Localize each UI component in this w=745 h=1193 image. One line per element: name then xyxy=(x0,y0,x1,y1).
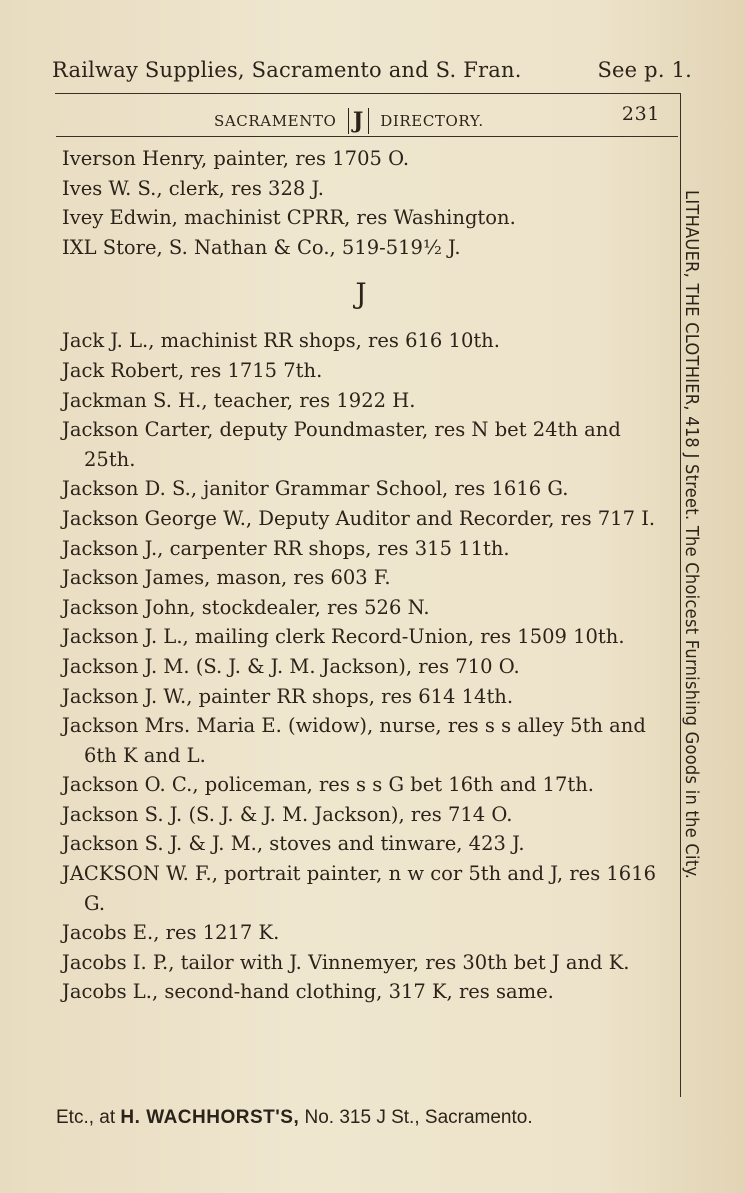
top-ad-page-reference: See p. 1. xyxy=(597,58,692,82)
list-item: IXL Store, S. Nathan & Co., 519-519½ J. xyxy=(62,235,461,259)
list-item: Jackson J. M. (S. J. & J. M. Jackson), res 710 O. xyxy=(62,654,520,678)
list-item: Jackson Carter, deputy Poundmaster, res N bet 24th and 25th. xyxy=(62,418,621,471)
list-item: Jackson James, mason, res 603 F. xyxy=(62,566,391,590)
list-item: Iverson Henry, painter, res 1705 O. xyxy=(62,147,410,170)
list-item: Jackson J. L., mailing clerk Record-Union, res 1509 10th. xyxy=(62,625,625,649)
side-ad-text: LITHAUER, THE CLOTHIER, 418 J Street. The Choicest Furnishing Goods in the City. xyxy=(681,190,702,880)
list-item: Jackman S. H., teacher, res 1922 H. xyxy=(62,388,416,412)
top-advertisement xyxy=(52,58,692,82)
list-item: Jackson J. W., painter RR shops, res 614 14th. xyxy=(62,684,514,708)
list-item: Jackson D. S., janitor Grammar School, res 1616 G. xyxy=(62,477,569,501)
running-head xyxy=(56,103,668,134)
header-rule xyxy=(56,136,678,137)
list-item: Jacobs L., second-hand clothing, 317 K, res same. xyxy=(62,980,554,1004)
page-number: 231 xyxy=(621,103,660,125)
list-item: Jackson O. C., policeman, res s s G bet 16th and 17th. xyxy=(62,773,594,797)
list-item: Ivey Edwin, machinist CPRR, res Washington. xyxy=(62,206,516,230)
section-letter-heading: J xyxy=(355,277,367,311)
list-item: Jack J. L., machinist RR shops, res 616 10th. xyxy=(62,329,500,353)
list-item: Jackson Mrs. Maria E. (widow), nurse, res s s alley 5th and 6th K and L. xyxy=(62,714,646,767)
list-item: Ives W. S., clerk, res 328 J. xyxy=(62,176,324,200)
running-head-directory: DIRECTORY. xyxy=(380,112,484,130)
bottom-ad-prefix: Etc., at xyxy=(56,1107,116,1128)
top-ad-text: Railway Supplies, Sacramento and S. Fran. xyxy=(52,58,522,82)
list-item: JACKSON W. F., portrait painter, n w cor 5th and J, res 1616 G. xyxy=(62,862,657,915)
list-item: Jacobs E., res 1217 K. xyxy=(62,921,280,945)
bottom-ad-merchant: H. WACHHORST'S, xyxy=(120,1107,300,1128)
running-head-letter: J xyxy=(348,108,369,134)
list-item: Jackson J., carpenter RR shops, res 315 11th. xyxy=(62,536,510,560)
running-head-title xyxy=(214,106,484,132)
running-head-city: SACRAMENTO xyxy=(214,112,337,130)
directory-listings xyxy=(62,144,660,1007)
bottom-advertisement xyxy=(56,1107,676,1129)
list-item: Jacobs I. P., tailor with J. Vinnemyer, res 30th bet J and K. xyxy=(62,950,630,974)
list-item: Jack Robert, res 1715 7th. xyxy=(62,358,323,382)
bottom-ad-address: No. 315 J St., Sacramento. xyxy=(304,1107,533,1128)
list-item: Jackson S. J. (S. J. & J. M. Jackson), res 714 O. xyxy=(62,802,513,826)
list-item: Jackson George W., Deputy Auditor and Recorder, res 717 I. xyxy=(62,506,656,530)
list-item: Jackson S. J. & J. M., stoves and tinware, 423 J. xyxy=(62,832,525,856)
side-advertisement xyxy=(676,190,702,1010)
list-item: Jackson John, stockdealer, res 526 N. xyxy=(62,595,430,619)
